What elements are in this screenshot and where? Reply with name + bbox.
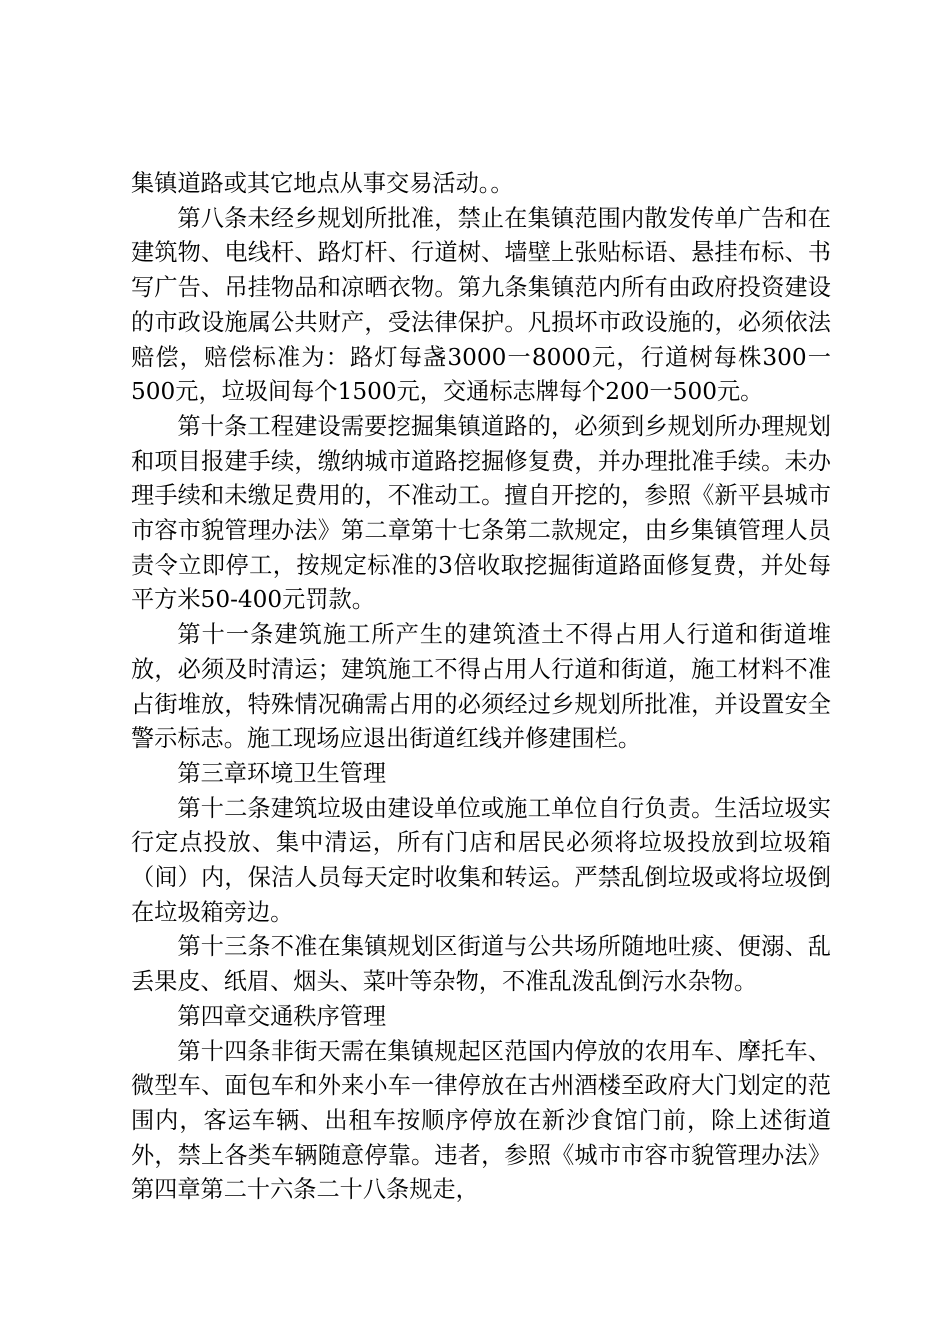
- document-body: [131, 167, 831, 1208]
- paragraph-article-11: 第十一条建筑施工所产生的建筑渣土不得占用人行道和街道堆放，必须及时清运；建筑施工不得占用人行道和街道，施工材料不准占街堆放，特殊情况确需占用的必须经过乡规划所批准，并设置安全警示标志。施工现场应退出街道红线并修建围栏。: [131, 621, 831, 753]
- paragraph-article-8-9: 第八条未经乡规划所批准，禁止在集镇范围内散发传单广告和在建筑物、电线杆、路灯杆、行道树、墙壁上张贴标语、悬挂布标、书写广告、吊挂物品和凉晒衣物。第九条集镇范内所有由政府投资建设的市政设施属公共财产，受法律保护。凡损坏市政设施的，必须依法赔偿，赔偿标准为：路灯每盏3000一8000元，行道树每株300一500元，垃圾间每个1500元，交通标志牌每个200一500元。: [131, 204, 831, 406]
- chapter-heading-4: 第四章交通秩序管理: [177, 1002, 387, 1030]
- paragraph-article-13: 第十三条不准在集镇规划区街道与公共场所随地吐痰、便溺、乱丢果皮、纸眉、烟头、菜叶等杂物，不准乱泼乱倒污水杂物。: [131, 933, 831, 996]
- chapter-heading-3: 第三章环境卫生管理: [177, 759, 387, 787]
- paragraph-continuation: 集镇道路或其它地点从事交易活动。。: [131, 170, 514, 197]
- paragraph-article-14: 第十四条非街天需在集镇规起区范国内停放的农用车、摩托车、微型车、面包车和外来小车一律停放在古州酒楼至政府大门划定的范围内，客运车辆、出租车按顺序停放在新沙食馆门前，除上述街道外，禁上各类车辆随意停靠。违者，参照《城市市容市貌管理办法》第四章第二十六条二十八条规走，: [131, 1037, 831, 1204]
- paragraph-article-10: 第十条工程建设需要挖掘集镇道路的，必须到乡规划所办理规划和项目报建手续，缴纳城市道路挖掘修复费，并办理批准手续。未办理手续和未缴足费用的，不准动工。擅自开挖的，参照《新平县城市市容市貌管理办法》第二章第十七条第二款规定，由乡集镇管理人员责令立即停工，按规定标准的3倍收取挖掘街道路面修复费，并处每平方米50-400元罚款。: [131, 412, 831, 614]
- paragraph-article-12: 第十二条建筑垃圾由建设单位或施工单位自行负责。生活垃圾实行定点投放、集中清运，所有门店和居民必须将垃圾投放到垃圾箱（间）内，保洁人员每天定时收集和转运。严禁乱倒垃圾或将垃圾倒在垃圾箱旁边。: [131, 794, 831, 926]
